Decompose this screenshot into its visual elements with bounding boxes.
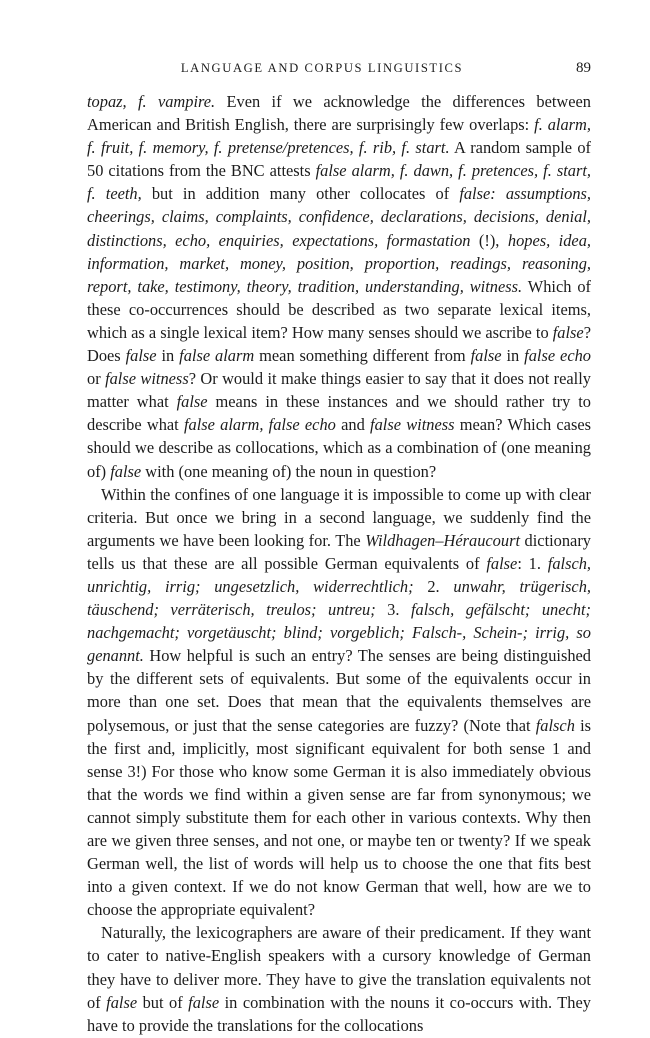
italic-run: f. alarm, f. fruit, f. memory, f. pretense/pretences, f. rib, f. start. xyxy=(87,115,591,158)
text-run: (!), xyxy=(470,230,508,250)
italic-run: hopes, idea, information, market, money, position, proportion, readings, reasoning, report, take, testimony, theory, tradition, understanding, witness. xyxy=(87,230,591,296)
text-run: How helpful is such an entry? The senses are being distinguished by the different sets of equivalents. But some of the equivalents occur in more than one set. Does that mean that the equivalents themselves are polysemous, or just that the sense categories are fuzzy? (Note that xyxy=(87,646,591,735)
text-run: ? Or would it make things easier to say that it does not really matter what xyxy=(87,369,591,412)
italic-run: falsch, unrichtig, irrig; ungesetzlich, widerrechtlich; xyxy=(87,553,592,596)
running-head xyxy=(87,58,591,78)
text-run: with (one meaning of) the noun in question? xyxy=(141,461,437,481)
italic-run: false witness xyxy=(370,415,455,435)
italic-run: Wildhagen–Héraucourt xyxy=(365,530,521,550)
text-run: A random sample of 50 citations from the BNC attests xyxy=(87,138,591,181)
text-run: 3. xyxy=(375,600,411,620)
text-run: Which of these co-occurrences should be described as two separate lexical items, which as a single lexical item? How many senses should we ascribe to xyxy=(87,276,591,342)
italic-run: false alarm, false echo xyxy=(183,415,336,435)
italic-run: false alarm, f. dawn, f. pretences, f. start, f. teeth, xyxy=(87,161,591,204)
text-run: but in addition many other collocates of xyxy=(141,184,460,204)
text-run: in xyxy=(156,346,180,366)
italic-run: false xyxy=(486,553,518,573)
italic-run: topaz, f. vampire. xyxy=(87,92,216,111)
text-run: means in these instances and we should rather try to describe what xyxy=(87,392,591,435)
italic-run: false xyxy=(110,461,142,481)
text-run: in combination with the nouns it co-occurs with. They have to provide the translations for the collocations xyxy=(87,992,591,1035)
paragraph-3 xyxy=(87,921,591,1036)
paragraph-1 xyxy=(87,90,591,483)
italic-run: false xyxy=(470,346,502,366)
italic-run: false xyxy=(552,322,584,342)
running-title: LANGUAGE AND CORPUS LINGUISTICS xyxy=(180,61,464,75)
italic-run: false alarm xyxy=(179,346,255,366)
text-run: mean? Which cases should we describe as collocations, which as a combination of (one meaning of) xyxy=(87,415,591,481)
text-run: in xyxy=(501,346,525,366)
text-run: : 1. xyxy=(517,553,548,573)
text-run: mean something different from xyxy=(254,346,471,366)
text-run: ? Does xyxy=(87,322,591,366)
italic-run: falsch xyxy=(535,715,575,735)
italic-run: false xyxy=(188,992,220,1012)
italic-run: false echo xyxy=(524,346,591,366)
text-run: but of xyxy=(137,992,189,1012)
text-run: 2. xyxy=(413,576,454,596)
italic-run: false: assumptions, cheerings, claims, complaints, confidence, declarations, decisions, denial, distinctions, echo, enquiries, expectations, formastation xyxy=(87,184,591,250)
italic-run: false witness xyxy=(105,369,189,389)
paragraph-2 xyxy=(87,483,591,922)
text-run: Even if we acknowledge the differences between American and British English, there are surprisingly few overlaps: xyxy=(87,92,591,135)
text-run: Within the confines of one language it is impossible to come up with clear criteria. But once we bring in a second language, we suddenly find the arguments we have been looking for. The xyxy=(87,484,591,550)
text-run: and xyxy=(335,415,371,435)
italic-run: unwahr, trügerisch, täuschend; verräterisch, treulos; untreu; xyxy=(87,576,591,620)
italic-run: false xyxy=(106,992,138,1012)
italic-run: false xyxy=(125,346,157,366)
page-number: 89 xyxy=(576,60,591,76)
text-run: or xyxy=(87,369,106,389)
italic-run: false xyxy=(176,392,208,412)
text-run: Naturally, the lexicographers are aware of their predicament. If they want to cater to native-English speakers with a cursory knowledge of German they have to deliver more. They have to give the translation equivalents not of xyxy=(87,923,591,1012)
italic-run: falsch, gefälscht; unecht; nachgemacht; vorgetäuscht; blind; vorgeblich; Falsch-, Schein-; irrig, so genannt. xyxy=(87,600,591,666)
body-text xyxy=(87,90,591,1037)
text-run: is the first and, implicitly, most significant equivalent for both sense 1 and sense 3!) For those who know some German it is also immediately obvious that the words we find within a given sense are far from synonymous; we cannot simply substitute them for each other in various contexts. Why then are we given three senses, and not one, or maybe ten or twenty? If we speak German well, the list of words will help us to choose the one that fits best into a given context. If we do not know German that well, how are we to choose the appropriate equivalent? xyxy=(87,715,592,920)
text-run: dictionary tells us that these are all possible German equivalents of xyxy=(87,530,591,573)
